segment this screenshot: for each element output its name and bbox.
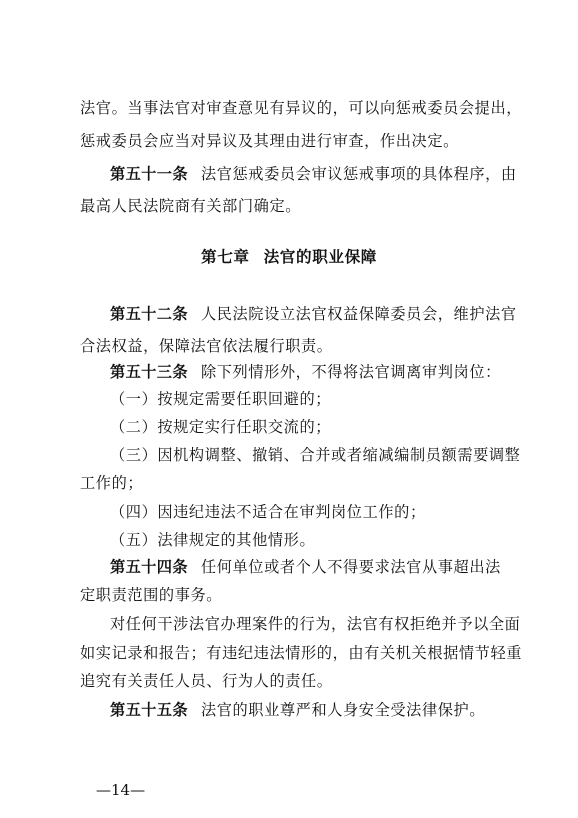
text-line: 合法权益，保障法官依法履行职责。	[80, 337, 333, 355]
article-label: 第五十三条	[110, 363, 188, 381]
article-52	[110, 304, 517, 324]
chapter-number: 第七章	[201, 248, 250, 266]
text-line: 惩戒委员会应当对异议及其理由进行审查，作出决定。	[80, 132, 459, 150]
list-item: （二）按规定实行任职交流的；	[110, 418, 332, 436]
list-item: （三）因机构调整、撤销、合并或者缩减编制员额需要调整	[110, 446, 521, 464]
article-label: 第五十二条	[110, 305, 188, 323]
text-line: 追究有关责任人员、行为人的责任。	[80, 672, 333, 690]
article-53	[110, 362, 510, 382]
list-item: （五）法律规定的其他情形。	[110, 531, 316, 549]
list-item: （四）因违纪违法不适合在审判岗位工作的；	[110, 503, 426, 521]
article-51	[110, 164, 517, 184]
text-line: 如实记录和报告；有违纪违法情形的，由有关机关根据情节轻重	[80, 644, 523, 662]
list-item: （一）按规定需要任职回避的；	[110, 390, 332, 408]
article-54	[110, 557, 510, 577]
page-number: —14—	[96, 781, 146, 799]
article-text: 除下列情形外，不得将法官调离审判岗位：	[200, 363, 501, 381]
article-text: 人民法院设立法官权益保障委员会，维护法官	[200, 305, 517, 323]
article-label: 第五十四条	[110, 558, 188, 576]
text-line: 最高人民法院商有关部门确定。	[80, 197, 302, 215]
text-line: 法官。当事法官对审查意见有异议的，可以向惩戒委员会提出，	[80, 99, 523, 117]
chapter-title: 法官的职业保障	[263, 248, 377, 266]
article-55	[110, 700, 510, 720]
article-text: 法官惩戒委员会审议惩戒事项的具体程序，由	[200, 165, 517, 183]
article-label: 第五十五条	[110, 701, 188, 719]
article-text: 任何单位或者个人不得要求法官从事超出法	[200, 558, 501, 576]
text-line: 工作的；	[80, 474, 144, 492]
text-line: 对任何干涉法官办理案件的行为，法官有权拒绝并予以全面	[110, 615, 521, 633]
text-line: 定职责范围的事务。	[80, 586, 223, 604]
article-text: 法官的职业尊严和人身安全受法律保护。	[200, 701, 486, 719]
article-label: 第五十一条	[110, 165, 188, 183]
chapter-heading	[0, 247, 578, 267]
